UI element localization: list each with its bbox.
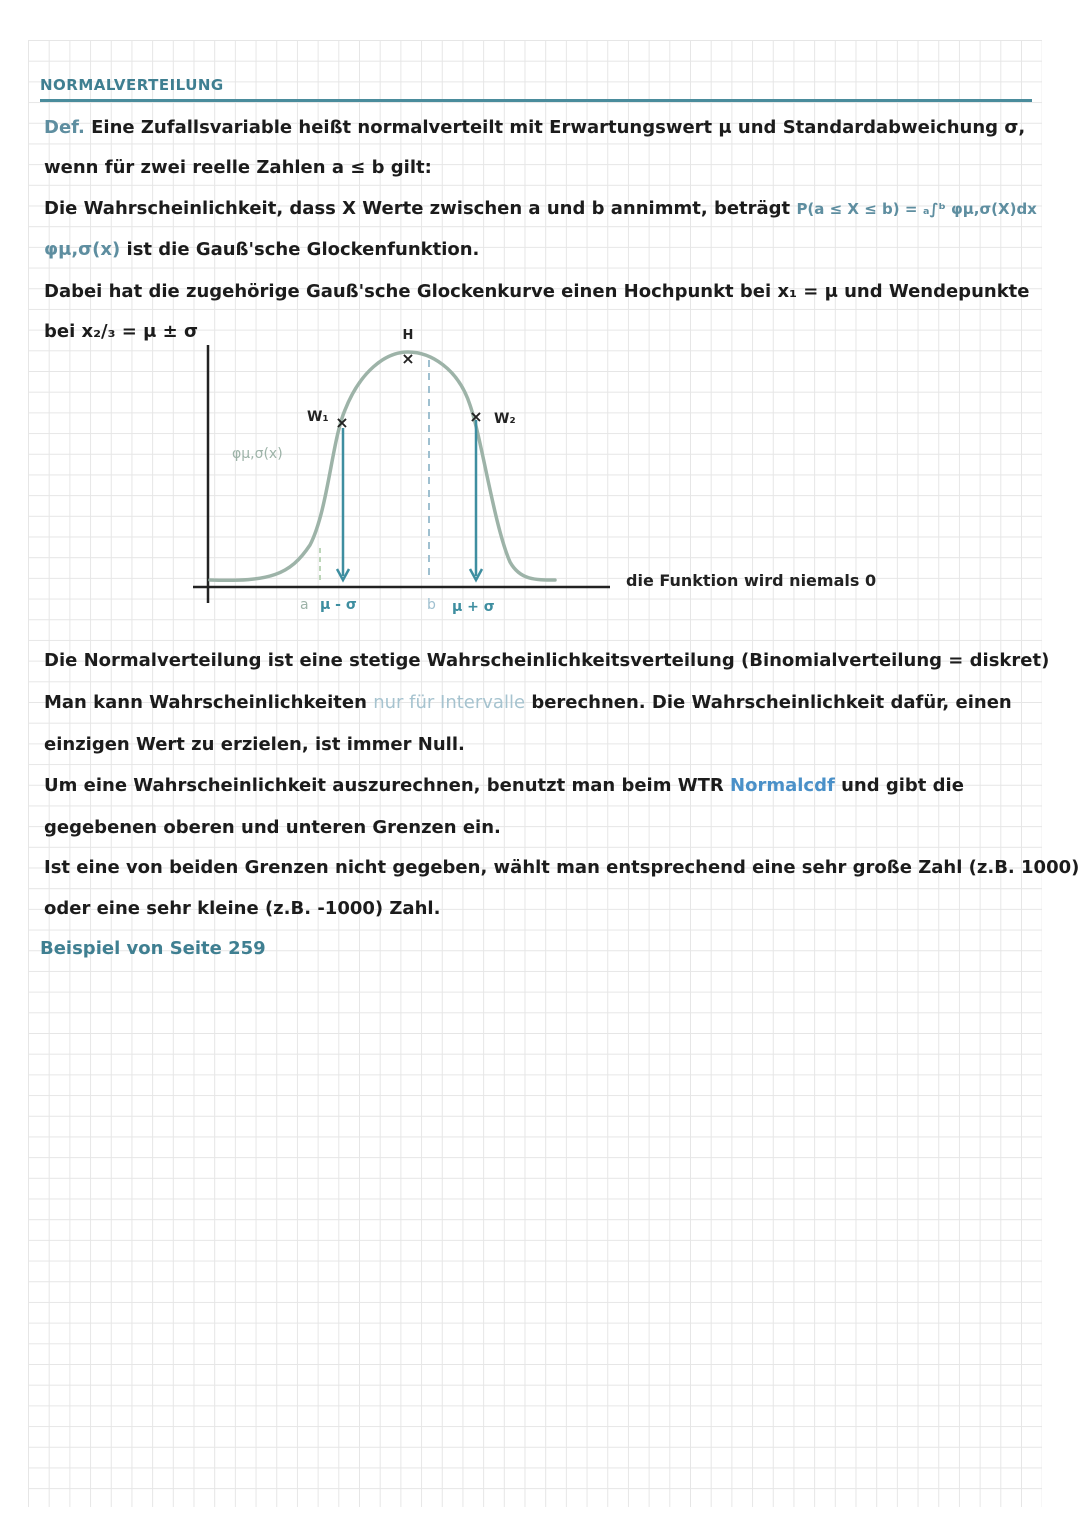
- marker-H: ×: [401, 349, 415, 368]
- marker-W2: ×: [469, 407, 483, 426]
- paragraph-text-2c: berechnen. Die Wahrscheinlichkeit dafür, einen: [531, 692, 1012, 713]
- paragraph-line-6: Ist eine von beiden Grenzen nicht gegeben, wählt man entsprechend eine sehr große Zahl (z.B. 1000): [44, 857, 1080, 878]
- paragraph-line-1: Die Normalverteilung ist eine stetige Wahrscheinlichkeitsverteilung (Binomialverteilung = diskret): [44, 650, 1050, 671]
- paragraph-line-2: [44, 692, 1012, 713]
- note-never-zero: die Funktion wird niemals 0: [626, 571, 877, 590]
- label-a: a: [300, 597, 309, 613]
- bell-curve: [210, 352, 555, 580]
- highlight-intervals: nur für Intervalle: [373, 692, 526, 713]
- paragraph-text-2a: Man kann Wahrscheinlichkeiten: [44, 692, 367, 713]
- definition-label: Def.: [44, 117, 85, 138]
- definition-line-5: Dabei hat die zugehörige Gauß'sche Glockenkurve einen Hochpunkt bei x₁ = μ und Wendepunkte: [44, 281, 1030, 302]
- example-reference: Beispiel von Seite 259: [40, 938, 266, 959]
- paragraph-line-5: gegebenen oberen und unteren Grenzen ein.: [44, 817, 501, 838]
- label-W1: W₁: [307, 409, 329, 425]
- paragraph-line-4: [44, 775, 964, 796]
- label-b: b: [427, 597, 436, 613]
- paragraph-line-3: einzigen Wert zu erzielen, ist immer Null.: [44, 734, 465, 755]
- paragraph-text-4a: Um eine Wahrscheinlichkeit auszurechnen, benutzt man beim WTR: [44, 775, 724, 796]
- density-symbol: φμ,σ(x): [44, 239, 121, 260]
- definition-line-6: bei x₂/₃ = μ ± σ: [44, 321, 198, 342]
- page-title: NORMALVERTEILUNG: [40, 76, 224, 94]
- label-mu-plus-sigma: μ + σ: [452, 599, 495, 615]
- marker-W1: ×: [335, 413, 349, 432]
- page-margin-bottom: [0, 1507, 1080, 1527]
- definition-text-4: ist die Gauß'sche Glockenfunktion.: [126, 239, 480, 260]
- probability-formula: P(a ≤ X ≤ b) = ₐ∫ᵇ φμ,σ(X)dx: [796, 200, 1037, 218]
- paragraph-text-4c: und gibt die: [841, 775, 964, 796]
- definition-line-2: wenn für zwei reelle Zahlen a ≤ b gilt:: [44, 157, 432, 178]
- label-W2: W₂: [494, 411, 516, 427]
- bell-curve-diagram: [0, 0, 1080, 640]
- definition-text-3: Die Wahrscheinlichkeit, dass X Werte zwischen a und b annimmt, beträgt: [44, 198, 791, 219]
- label-mu-minus-sigma: μ - σ: [320, 597, 357, 613]
- paragraph-line-7: oder eine sehr kleine (z.B. -1000) Zahl.: [44, 898, 441, 919]
- definition-text-1: Eine Zufallsvariable heißt normalverteilt mit Erwartungswert μ und Standardabweichung σ,: [91, 117, 1026, 138]
- normalcdf-term: Normalcdf: [730, 775, 835, 796]
- label-function: φμ,σ(x): [232, 446, 283, 462]
- label-H: H: [402, 328, 414, 343]
